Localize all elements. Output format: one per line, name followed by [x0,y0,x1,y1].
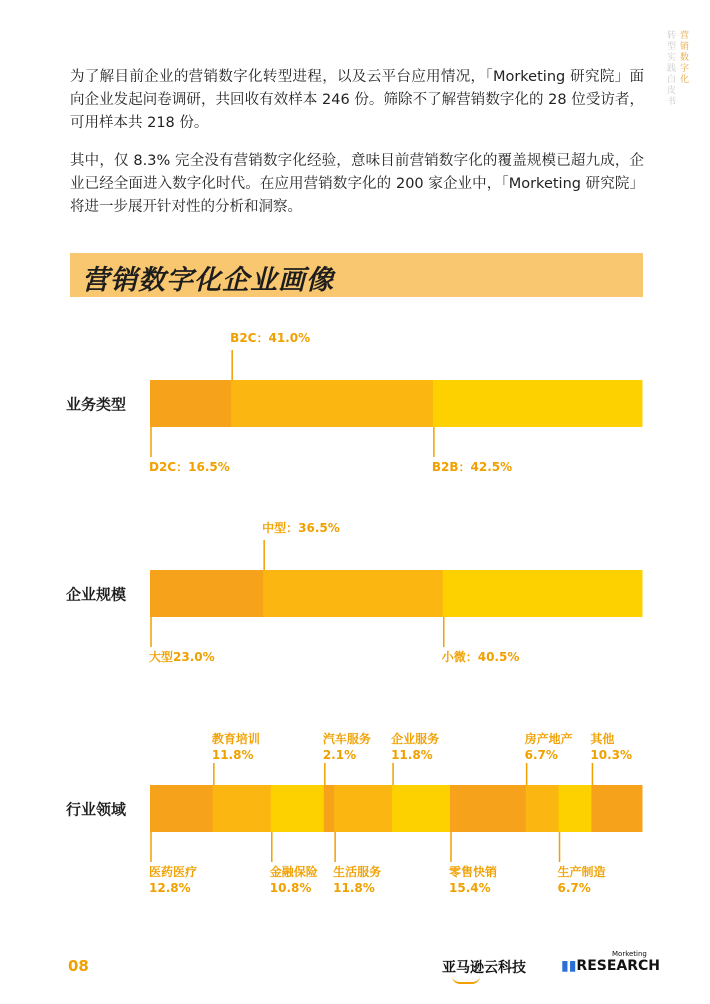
segment-label: 10.3% [590,748,633,762]
side-title-line2: 转型实践白皮书 [665,30,675,107]
segment-label: 小微：40.5% [441,650,520,664]
bar-segment [559,785,592,832]
row-label: 行业领域 [66,800,127,819]
bar-segment [150,785,213,832]
bar-segment [526,785,559,832]
research-logo [561,958,660,974]
bar-segment [443,570,643,617]
segment-label: 生活服务 [333,865,382,879]
side-title-line1: 营销数字化 [678,30,688,85]
research-logo-text: RESEARCH [576,958,661,974]
bar-segment [231,380,433,427]
intro-paragraph-2: 其中，仅 8.3% 完全没有营销数字化经验，意味目前营销数字化的覆盖规模已超九成，企业已经全面进入数字化时代。在应用营销数字化的 200 家企业中，「Morketing 研究院」将进一步展开针对性的分析和洞察。 [70,153,644,215]
bar-segment [433,380,643,427]
row-label: 企业规模 [66,585,127,604]
bar-segment [150,570,264,617]
section-banner [70,253,643,297]
bar-segment [213,785,271,832]
page-number: 08 [68,957,89,975]
section-title: 营销数字化企业画像 [82,265,334,296]
row-label: 业务类型 [66,395,127,414]
segment-label: 汽车服务 [322,732,371,746]
bars-icon: ▮▮ [561,958,577,974]
segment-label: 其他 [590,732,615,746]
segment-label: 金融保险 [269,865,318,879]
segment-label: 11.8% [333,881,375,895]
bar-segment [271,785,325,832]
amazon-logo-text: 亚马逊云科技 [442,960,526,976]
segment-label: 15.4% [449,881,491,895]
segment-label: 11.8% [211,748,254,762]
segment-label: 12.8% [149,881,191,895]
segment-label: 企业服务 [391,732,440,746]
segment-label: 生产制造 [557,865,606,879]
segment-label: 6.7% [524,748,558,762]
segment-label: 2.1% [322,748,357,762]
bar-segment [324,785,335,832]
segment-label: 教育培训 [211,732,260,746]
bar-segment [150,380,232,427]
segment-label: 11.8% [391,748,433,762]
segment-label: B2C：41.0% [230,331,311,345]
bar-segment [450,785,526,832]
segment-label: 6.7% [557,881,591,895]
bar-segment [392,785,450,832]
segment-label: 中型：36.5% [262,521,340,535]
segment-label: 房产地产 [524,732,573,746]
amazon-smile-icon [452,976,480,984]
intro-paragraph-1: 为了解目前企业的营销数字化转型进程，以及云平台应用情况，「Morketing 研究院」面向企业发起问卷调研，共回收有效样本 246 份。筛除不了解营销数字化的 28 位受访者，可用样本共 218 份。 [70,69,644,131]
bar-segment [591,785,642,832]
segment-label: 大型23.0% [149,650,215,664]
segment-label: B2B：42.5% [431,460,513,474]
segment-label: 医药医疗 [149,865,198,879]
bar-segment [263,570,443,617]
segment-label: 10.8% [269,881,312,895]
segment-label: 零售快销 [449,865,498,879]
segment-label: D2C：16.5% [149,460,230,474]
bar-segment [334,785,392,832]
morketing-logo-small: Morketing [612,950,647,958]
stacked-bar-chart [0,320,710,895]
